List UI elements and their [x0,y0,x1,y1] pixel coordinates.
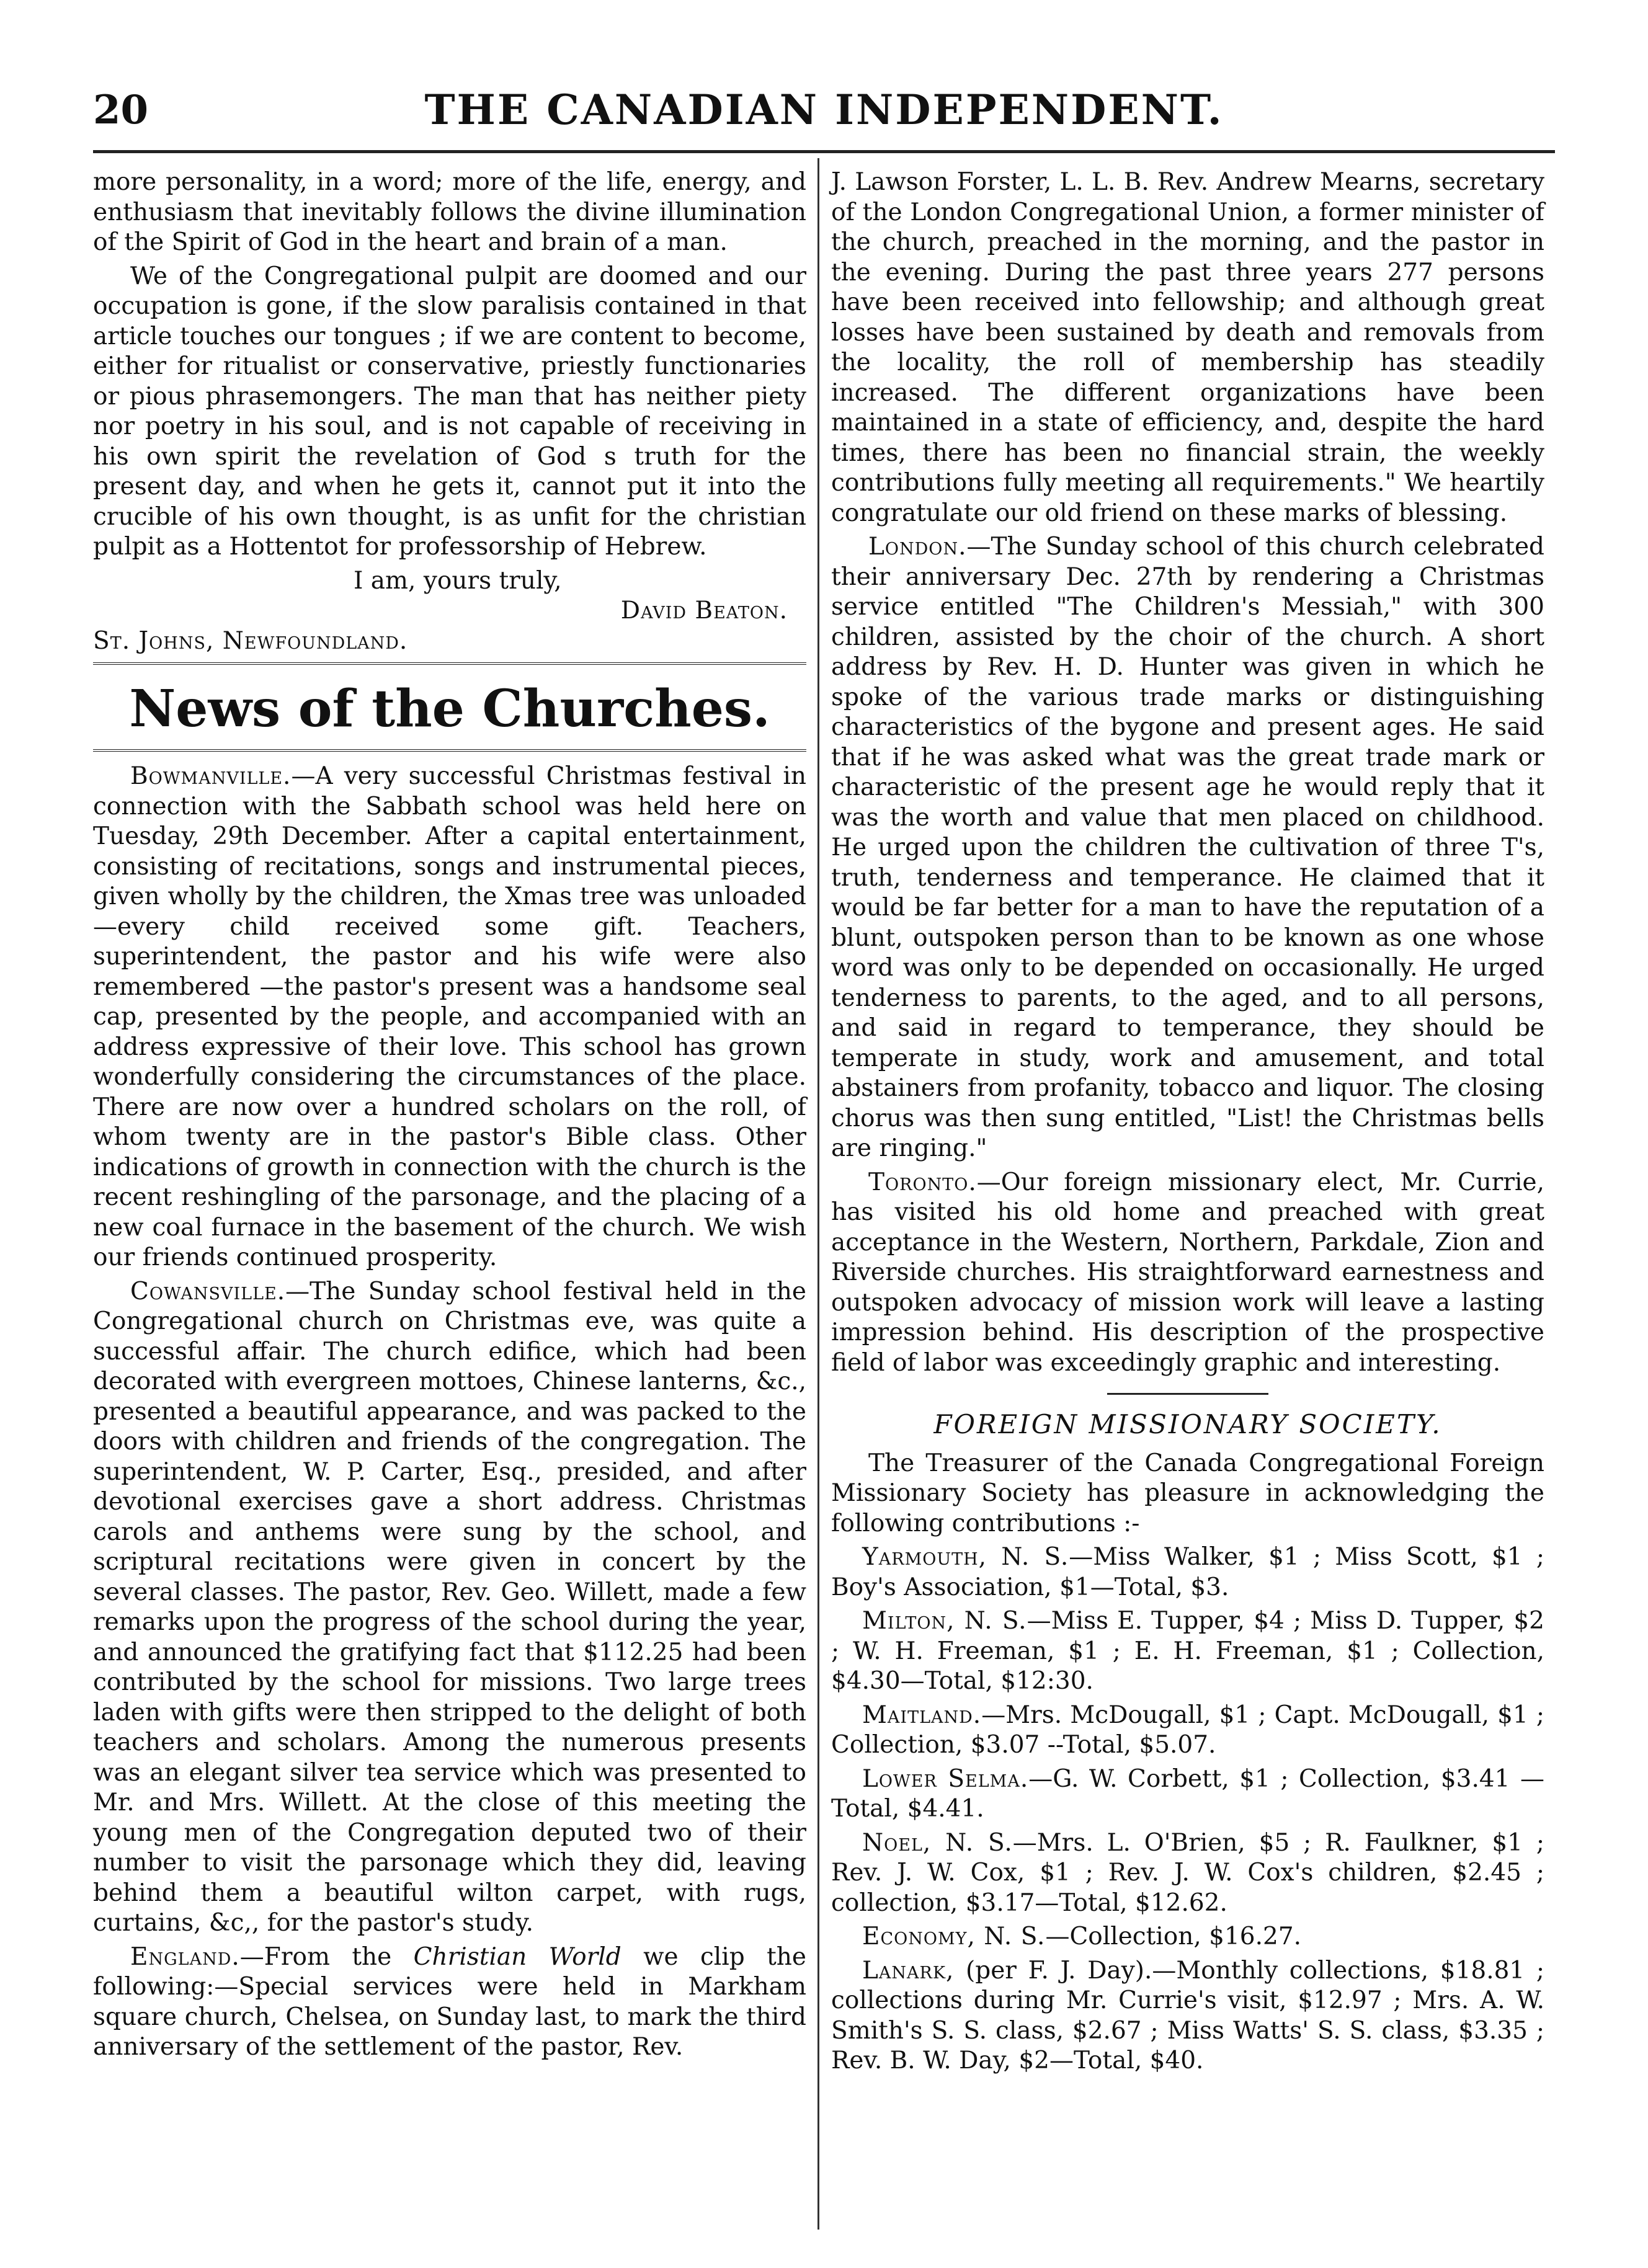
contribution-place: Maitland. [862,1701,982,1729]
contribution-entry [831,1956,1544,2076]
contribution-entry [831,1606,1544,1697]
news-text: —From the [239,1942,414,1971]
news-item-cowansville [93,1277,806,1939]
news-text: —Our foreign missionary elect, Mr. Currie, has visited his old home and preached with great acceptance in the Western, Northern, Parkdale, Zion and Riverside churches. His straightforward earnestness and outspoken advocacy of mission work will leave a lasting impression behind. His description of the prospective field of labor was exceedingly graphic and interesting. [831,1168,1544,1377]
place-name: Cowansville. [130,1277,286,1305]
left-column [93,167,806,2214]
news-item-england-continued: J. Lawson Forster, L. L. B. Rev. Andrew Mearns, secretary of the London Congregational Union, a former minister of the church, preached in the morning, and the pastor in the evening. During the past three years 277 persons have been received into fellowship; and although great losses have been sustained by death and removals from the locality, the roll of membership has steadily increased. The different organizations have been maintained in a state of efficiency, and, despite the hard times, there has been no financial strain, the weekly contributions fully meeting all requirements." We heartily congratulate our old friend on these marks of blessing. [831,168,1544,527]
contribution-text: —Mrs. L. O'Brien, $5 ; R. Faulkner, $1 ; Rev. J. W. Cox, $1 ; Rev. J. W. Cox's children, $2.45 ; collection, $3.17—Total, $12.62. [831,1828,1544,1917]
header-rule [93,150,1555,153]
place-name: Toronto. [868,1168,977,1196]
journal-title: THE CANADIAN INDEPENDENT. [424,86,1224,134]
section-divider [93,662,806,669]
letter-location: St. Johns, Newfoundland. [93,626,408,655]
news-text: —The Sunday school festival held in the Congregational church on Christmas eve, was quite a successful affair. The church edifice, which had been decorated with evergreen mottoes, Chinese lanterns, &c., presented a beautiful appearance, and was packed to the doors with children and friends of the congregation. The superintendent, W. P. Carter, Esq., presided, and after devotional exercises gave a short address. Christmas carols and anthems were sung by the school, and scriptural recitations were given in concert by the several classes. The pastor, Rev. Geo. Willett, made a few remarks upon the progress of the school during the year, and announced the gratifying fact that $112.25 had been contributed by the school for missions. Two large trees laden with gifts were then stripped to the delight of both teachers and scholars. Among the numerous presents was an elegant silver tea service which was presented to Mr. and Mrs. Willett. At the close of this meeting the young men of the Congregation deputed two of their number to visit the parsonage which they did, leaving behind them a beautiful wilton carpet, with rugs, curtains, &c,, for the pastor's study. [93,1277,806,1937]
contribution-text: (per F. J. Day).—Monthly collections, $18.81 ; collections during Mr. Currie's visit, $12.97 ; Mrs. A. W. Smith's S. S. class, $2.67 ; Miss Watts' S. S. class, $3.35 ; Rev. B. W. Day, $2—Total, $40. [831,1956,1544,2075]
news-item-toronto [831,1168,1544,1379]
contributions-list [831,1542,1544,2076]
contribution-text: —Mrs. McDougall, $1 ; Capt. McDougall, $1 ; Collection, $3.07 --Total, $5.07. [831,1701,1544,1759]
right-column [831,167,1544,2214]
society-heading: FOREIGN MISSIONARY SOCIETY. [933,1409,1442,1439]
news-item-london [831,532,1544,1164]
society-intro: The Treasurer of the Canada Congregational Foreign Missionary Society has pleasure in acknowledging the following contributions :- [831,1449,1544,1537]
place-name: England. [130,1942,240,1971]
contribution-place: Economy, N. S. [862,1923,1046,1950]
publication-title: Christian World [413,1942,621,1971]
contribution-place: Lower Selma. [862,1764,1029,1793]
contribution-place: Noel, N. S. [862,1828,1013,1857]
contribution-place: Lanark, [862,1956,955,1985]
letter-paragraph: We of the Congregational pulpit are doomed and our occupation is gone, if the slow paralisis contained in that article touches our tongues ; if we are content to become, either for ritualist or conservative, priestly functionaries or pious phrasemongers. The man that has neither piety nor poetry in his soul, and is not capable of receiving in his own spirit the revelation of God s truth for the present day, and when he gets it, cannot put it into the crucible of his own thought, is as unfit for the christian pulpit as a Hottentot for professorship of Hebrew. [93,262,806,561]
contribution-place: Milton, N. S. [862,1607,1027,1635]
news-text: we clip the following:—Special services were held in Markham square church, Chelsea, on Sunday last, to mark the third anniversary of the settlement of the pastor, Rev. [93,1942,807,2061]
place-name: London. [868,533,967,561]
section-divider [93,749,806,755]
contribution-text: —Collection, $16.27. [1045,1923,1302,1950]
news-item-england [93,1942,806,2063]
news-item-bowmanville [93,762,806,1273]
section-divider [1107,1393,1268,1395]
news-text: —A very successful Christmas festival in connection with the Sabbath school was held here on Tuesday, 29th December. After a capital entertainment, consisting of recitations, songs and instrumental pieces, given wholly by the children, the Xmas tree was unloaded—every child received some gift. Teachers, superintendent, the pastor and his wife were also remembered —the pastor's present was a handsome seal cap, presented by the people, and accompanied with an address expressive of their love. This school has grown wonderfully considering the circumstances of the place. There are now over a hundred scholars on the roll, of whom twenty are in the pastor's Bible class. Other indications of growth in connection with the church is the recent reshingling of the parsonage, and the placing of a new coal furnace in the basement of the church. We wish our friends continued prosperity. [93,762,806,1271]
contribution-text: —G. W. Corbett, $1 ; Collection, $3.41 —Total, $4.41. [831,1764,1544,1823]
news-heading: News of the Churches. [129,679,770,739]
contribution-entry [831,1828,1544,1919]
letter-signature: David Beaton. [620,597,788,625]
place-name: Bowmanville. [130,762,292,790]
contribution-place: Yarmouth, N. S. [862,1543,1069,1571]
contribution-text: —Miss E. Tupper, $4 ; Miss D. Tupper, $2 ; W. H. Freeman, $1 ; E. H. Freeman, $1 ; Collection, $4.30—Total, $12:30. [831,1607,1544,1695]
column-divider [817,158,819,2230]
page-number: 20 [93,87,149,133]
contribution-entry [831,1701,1544,1761]
contribution-entry [831,1542,1544,1603]
letter-signoff: I am, yours truly, [354,566,562,595]
news-text: —The Sunday school of this church celebrated their anniversary Dec. 27th by rendering a Christmas service entitled "The Children's Messiah," with 300 children, assisted by the choir of the church. A short address by Rev. H. D. Hunter was given in which he spoke of the various trade marks or distinguishing characteristics of the bygone and present ages. He said that if he was asked what was the great trade mark or characteristic of the present age he would reply that it was the worth and value that men placed on childhood. He urged upon the children the cultivation of three T's, truth, tenderness and temperance. He claimed that it would be far better for a man to have the reputation of a blunt, outspoken person than to be known as one whose word was only to be depended on occasionally. He urged tenderness to parents, to the aged, and to all persons, and said in regard to temperance, they should be temperate in study, work and amusement, and total abstainers from profanity, tobacco and liquor. The closing chorus was then sung entitled, "List! the Christmas bells are ringing." [831,533,1544,1162]
contribution-text: —Miss Walker, $1 ; Miss Scott, $1 ; Boy's Association, $1—Total, $3. [831,1543,1544,1601]
page-header [93,74,1555,143]
contribution-entry [831,1764,1544,1825]
letter-paragraph: more personality, in a word; more of the life, energy, and enthusiasm that inevitably follows the divine illumination of the Spirit of God in the heart and brain of a man. [93,168,806,256]
contribution-entry [831,1922,1544,1952]
